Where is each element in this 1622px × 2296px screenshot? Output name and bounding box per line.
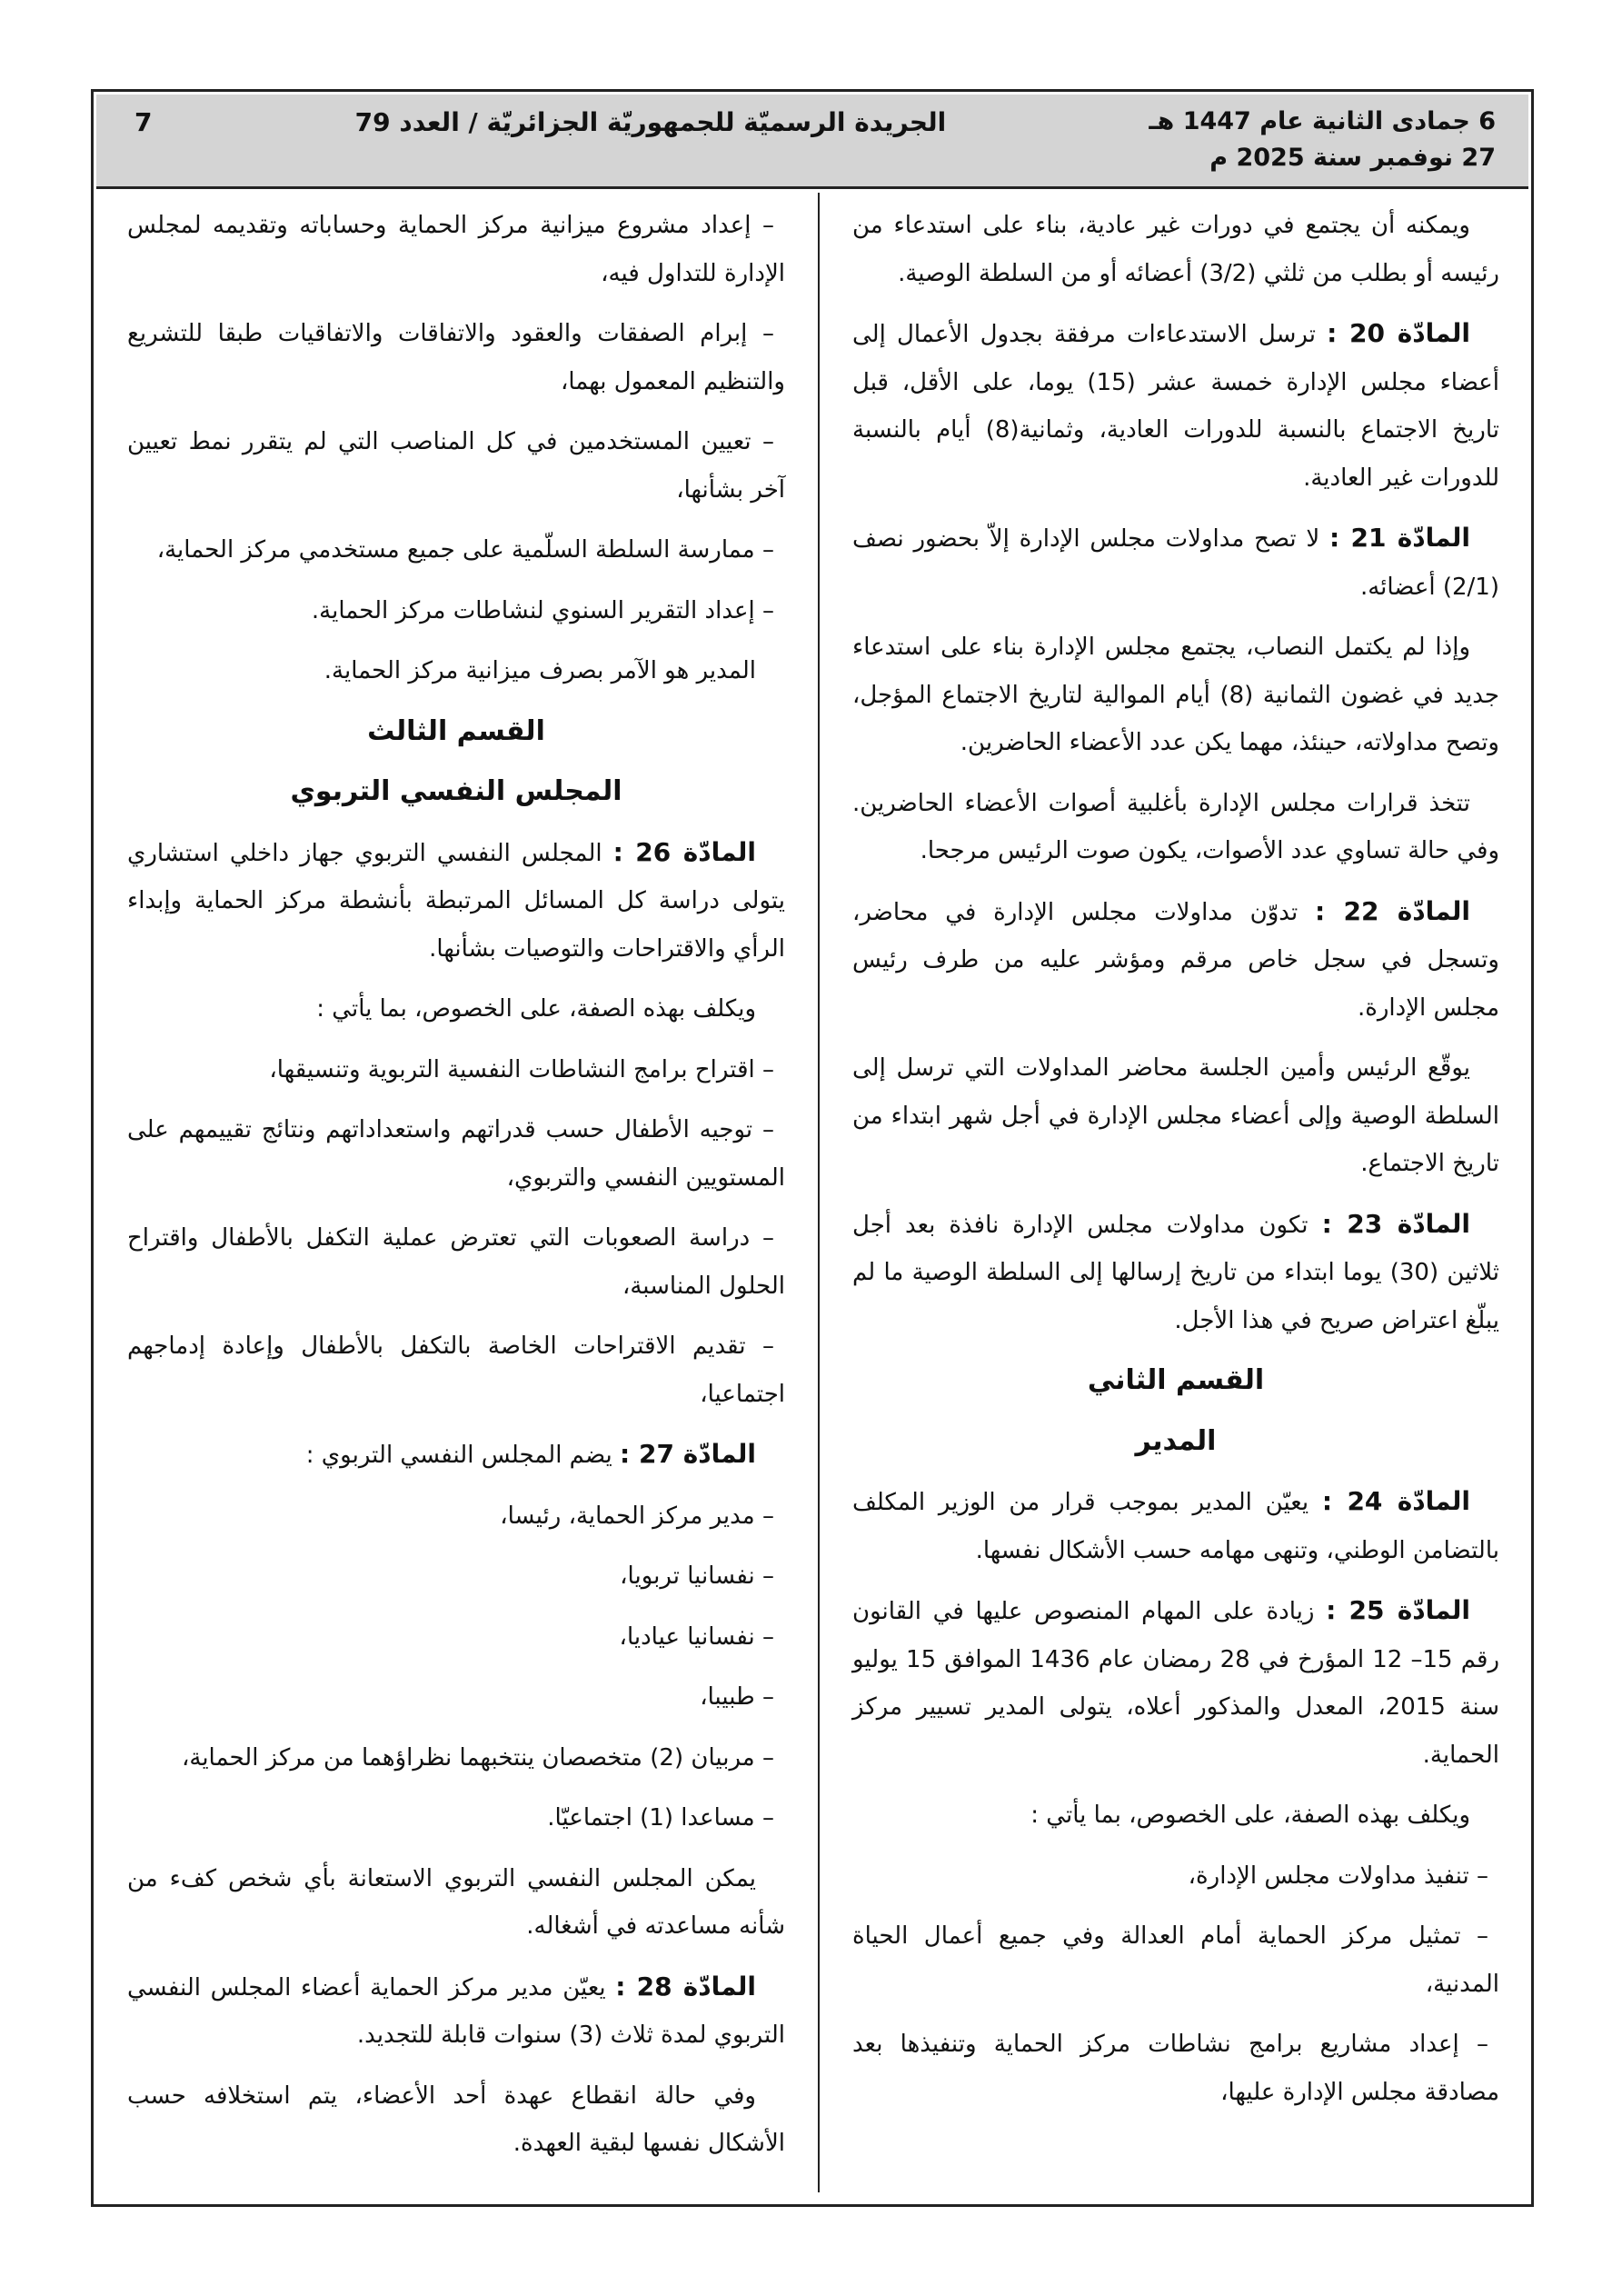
article-text: تكون مداولات مجلس الإدارة نافذة بعد أجل ثلاثين (30) يوما ابتداء من تاريخ إرسالها إلى السلطة الوصية ما لم يبلّغ اعتراض صريح في هذا الأجل. [852,1211,1499,1334]
article-paragraph [127,1431,785,1480]
article-label: المادّة 22 : [1314,895,1471,926]
list-item: – نفسانيا عياديا، [619,1622,774,1651]
gregorian-date: 27 نوفمبر سنة 2025 م [1209,144,1496,172]
article-label: المادّة 21 : [1329,523,1471,553]
paragraph: يمكن المجلس النفسي التربوي الاستعانة بأي شخص كفء من شأنه مساعدته في أشغاله. [127,1864,785,1940]
article-text: يعيّن المدير بموجب قرار من الوزير المكلف بالتضامن الوطني، وتنهى مهامه حسب الأشكال نفسها. [852,1489,1499,1564]
list-item: – إبرام الصفقات والعقود والاتفاقات والاتفاقيات طبقا للتشريع والتنظيم المعمول بهما، [127,320,785,395]
article-label: المادّة 25 : [1326,1595,1470,1625]
article-label: المادّة 24 : [1321,1486,1471,1516]
list-item: – نفسانيا تربويا، [620,1562,774,1590]
left-column [127,202,785,2181]
article-text: لا تصح مداولات مجلس الإدارة إلاّ بحضور نصف (2/1) أعضائه. [852,525,1499,601]
gazette-title: الجريدة الرسميّة للجمهوريّة الجزائريّة / العدد 79 [354,107,947,137]
paragraph: تتخذ قرارات مجلس الإدارة بأغلبية أصوات الأعضاء الحاضرين. وفي حالة تساوي عدد الأصوات، يكون صوت الرئيس مرجحا. [852,789,1499,864]
list-item: – تقديم الاقتراحات الخاصة بالتكفل بالأطفال وإعادة إدماجهم اجتماعيا، [127,1333,785,1408]
article-paragraph [127,1963,785,2060]
article-paragraph [852,888,1499,1033]
list-item: – مدير مركز الحماية، رئيسا، [500,1502,774,1530]
column-divider [818,193,820,2192]
article-paragraph [852,1478,1499,1574]
list-item: – توجيه الأطفال حسب قدراتهم واستعداداتهم ونتائج تقييمهم على المستويين النفسي والتربوي، [127,1116,785,1192]
article-text: تدوّن مداولات مجلس الإدارة في محاضر، وتسجل في سجل خاص مرقم ومؤشر عليه من طرف رئيس مجلس الإدارة. [852,898,1499,1022]
paragraph: وفي حالة انقطاع عهدة أحد الأعضاء، يتم استخلافه حسب الأشكال نفسها لبقية العهدة. [127,2081,785,2157]
list-item: – إعداد التقرير السنوي لنشاطات مركز الحماية. [311,596,774,624]
list-item: – مساعدا (1) اجتماعيّا. [547,1804,774,1832]
paragraph: ويكلف بهذه الصفة، على الخصوص، بما يأتي : [1030,1802,1470,1829]
list-item: – طبيبا، [700,1683,774,1711]
paragraph: ويمكنه أن يجتمع في دورات غير عادية، بناء على استدعاء من رئيسه أو بطلب من ثلثي (3/2) أعضائه أو من السلطة الوصية. [852,212,1499,287]
article-text: يضم المجلس النفسي التربوي : [305,1442,621,1469]
list-item: – ممارسة السلطة السلّمية على جميع مستخدمي مركز الحماية، [156,536,774,564]
article-text: المجلس النفسي التربوي جهاز داخلي استشاري يتولى دراسة كل المسائل المرتبطة بأنشطة مركز الحماية وإبداء الرأي والاقتراحات والتوصيات بشأنها. [127,839,785,963]
article-text: ترسل الاستدعاءات مرفقة بجدول الأعمال إلى أعضاء مجلس الإدارة خمسة عشر (15) يوما، على الأقل، قبل تاريخ الاجتماع بالنسبة للدورات العادية، وثمانية(8) أيام بالنسبة للدورات غير العادية. [852,321,1499,492]
section-heading: القسم الثاني [1087,1364,1265,1396]
article-paragraph [852,1587,1499,1779]
list-item: – تنفيذ مداولات مجلس الإدارة، [1188,1862,1488,1890]
paragraph: المدير هو الآمر بصرف ميزانية مركز الحماية. [323,657,756,684]
article-text: زيادة على المهام المنصوص عليها في القانون رقم 15– 12 المؤرخ في 28 رمضان عام 1436 الموافق 15 يوليو سنة 2015، المعدل والمذكور أعلاه، يتولى المدير تسيير مركز الحماية. [852,1598,1500,1769]
hijri-date: 6 جمادى الثانية عام 1447 هـ [1149,107,1496,135]
list-item: – مربيان (2) متخصصان ينتخبهما نظراؤهما من مركز الحماية، [181,1743,774,1772]
article-label: المادّة 20 : [1327,318,1470,348]
page-header [96,95,1528,189]
paragraph: وإذا لم يكتمل النصاب، يجتمع مجلس الإدارة بناء على استدعاء جديد في غضون الثمانية (8) أيام الموالية لتاريخ الاجتماع المؤجل، وتصح مداولاته، حينئذ، مهما يكن عدد الأعضاء الحاضرين. [852,634,1499,756]
section-heading: القسم الثالث [367,714,545,747]
article-paragraph [852,514,1499,611]
paragraph: ويكلف بهذه الصفة، على الخصوص، بما يأتي : [316,995,756,1023]
right-column [852,202,1499,2129]
paragraph: يوقّع الرئيس وأمين الجلسة محاضر المداولات التي ترسل إلى السلطة الوصية وإلى أعضاء مجلس الإدارة في أجل شهر ابتداء من تاريخ الاجتماع. [852,1054,1499,1177]
article-paragraph [852,1201,1499,1345]
list-item: – تمثيل مركز الحماية أمام العدالة وفي جميع أعمال الحياة المدنية، [852,1922,1499,1998]
section-heading: المدير [1135,1424,1217,1457]
article-label: المادّة 26 : [612,836,756,867]
header-dates [1149,95,1496,176]
list-item: – إعداد مشاريع برامج نشاطات مركز الحماية وتنفيذها بعد مصادقة مجلس الإدارة عليها، [852,2031,1499,2106]
article-label: المادّة 28 : [615,1971,756,2002]
article-text: يعيّن مدير مركز الحماية أعضاء المجلس النفسي التربوي لمدة ثلاث (3) سنوات قابلة للتجديد. [127,1973,785,2049]
list-item: – تعيين المستخدمين في كل المناصب التي لم يتقرر نمط تعيين آخر بشأنها، [127,428,785,504]
list-item: – دراسة الصعوبات التي تعترض عملية التكفل بالأطفال واقتراح الحلول المناسبة، [127,1224,785,1300]
article-paragraph [127,829,785,973]
list-item: – إعداد مشروع ميزانية مركز الحماية وحساباته وتقديمه لمجلس الإدارة للتداول فيه، [127,212,785,287]
article-label: المادّة 23 : [1321,1208,1470,1239]
page-number: 7 [134,107,153,137]
article-label: المادّة 27 : [620,1439,756,1469]
article-paragraph [852,310,1499,502]
list-item: – اقتراح برامج النشاطات النفسية التربوية وتنسيقها، [269,1055,774,1083]
section-heading: المجلس النفسي التربوي [290,775,622,807]
